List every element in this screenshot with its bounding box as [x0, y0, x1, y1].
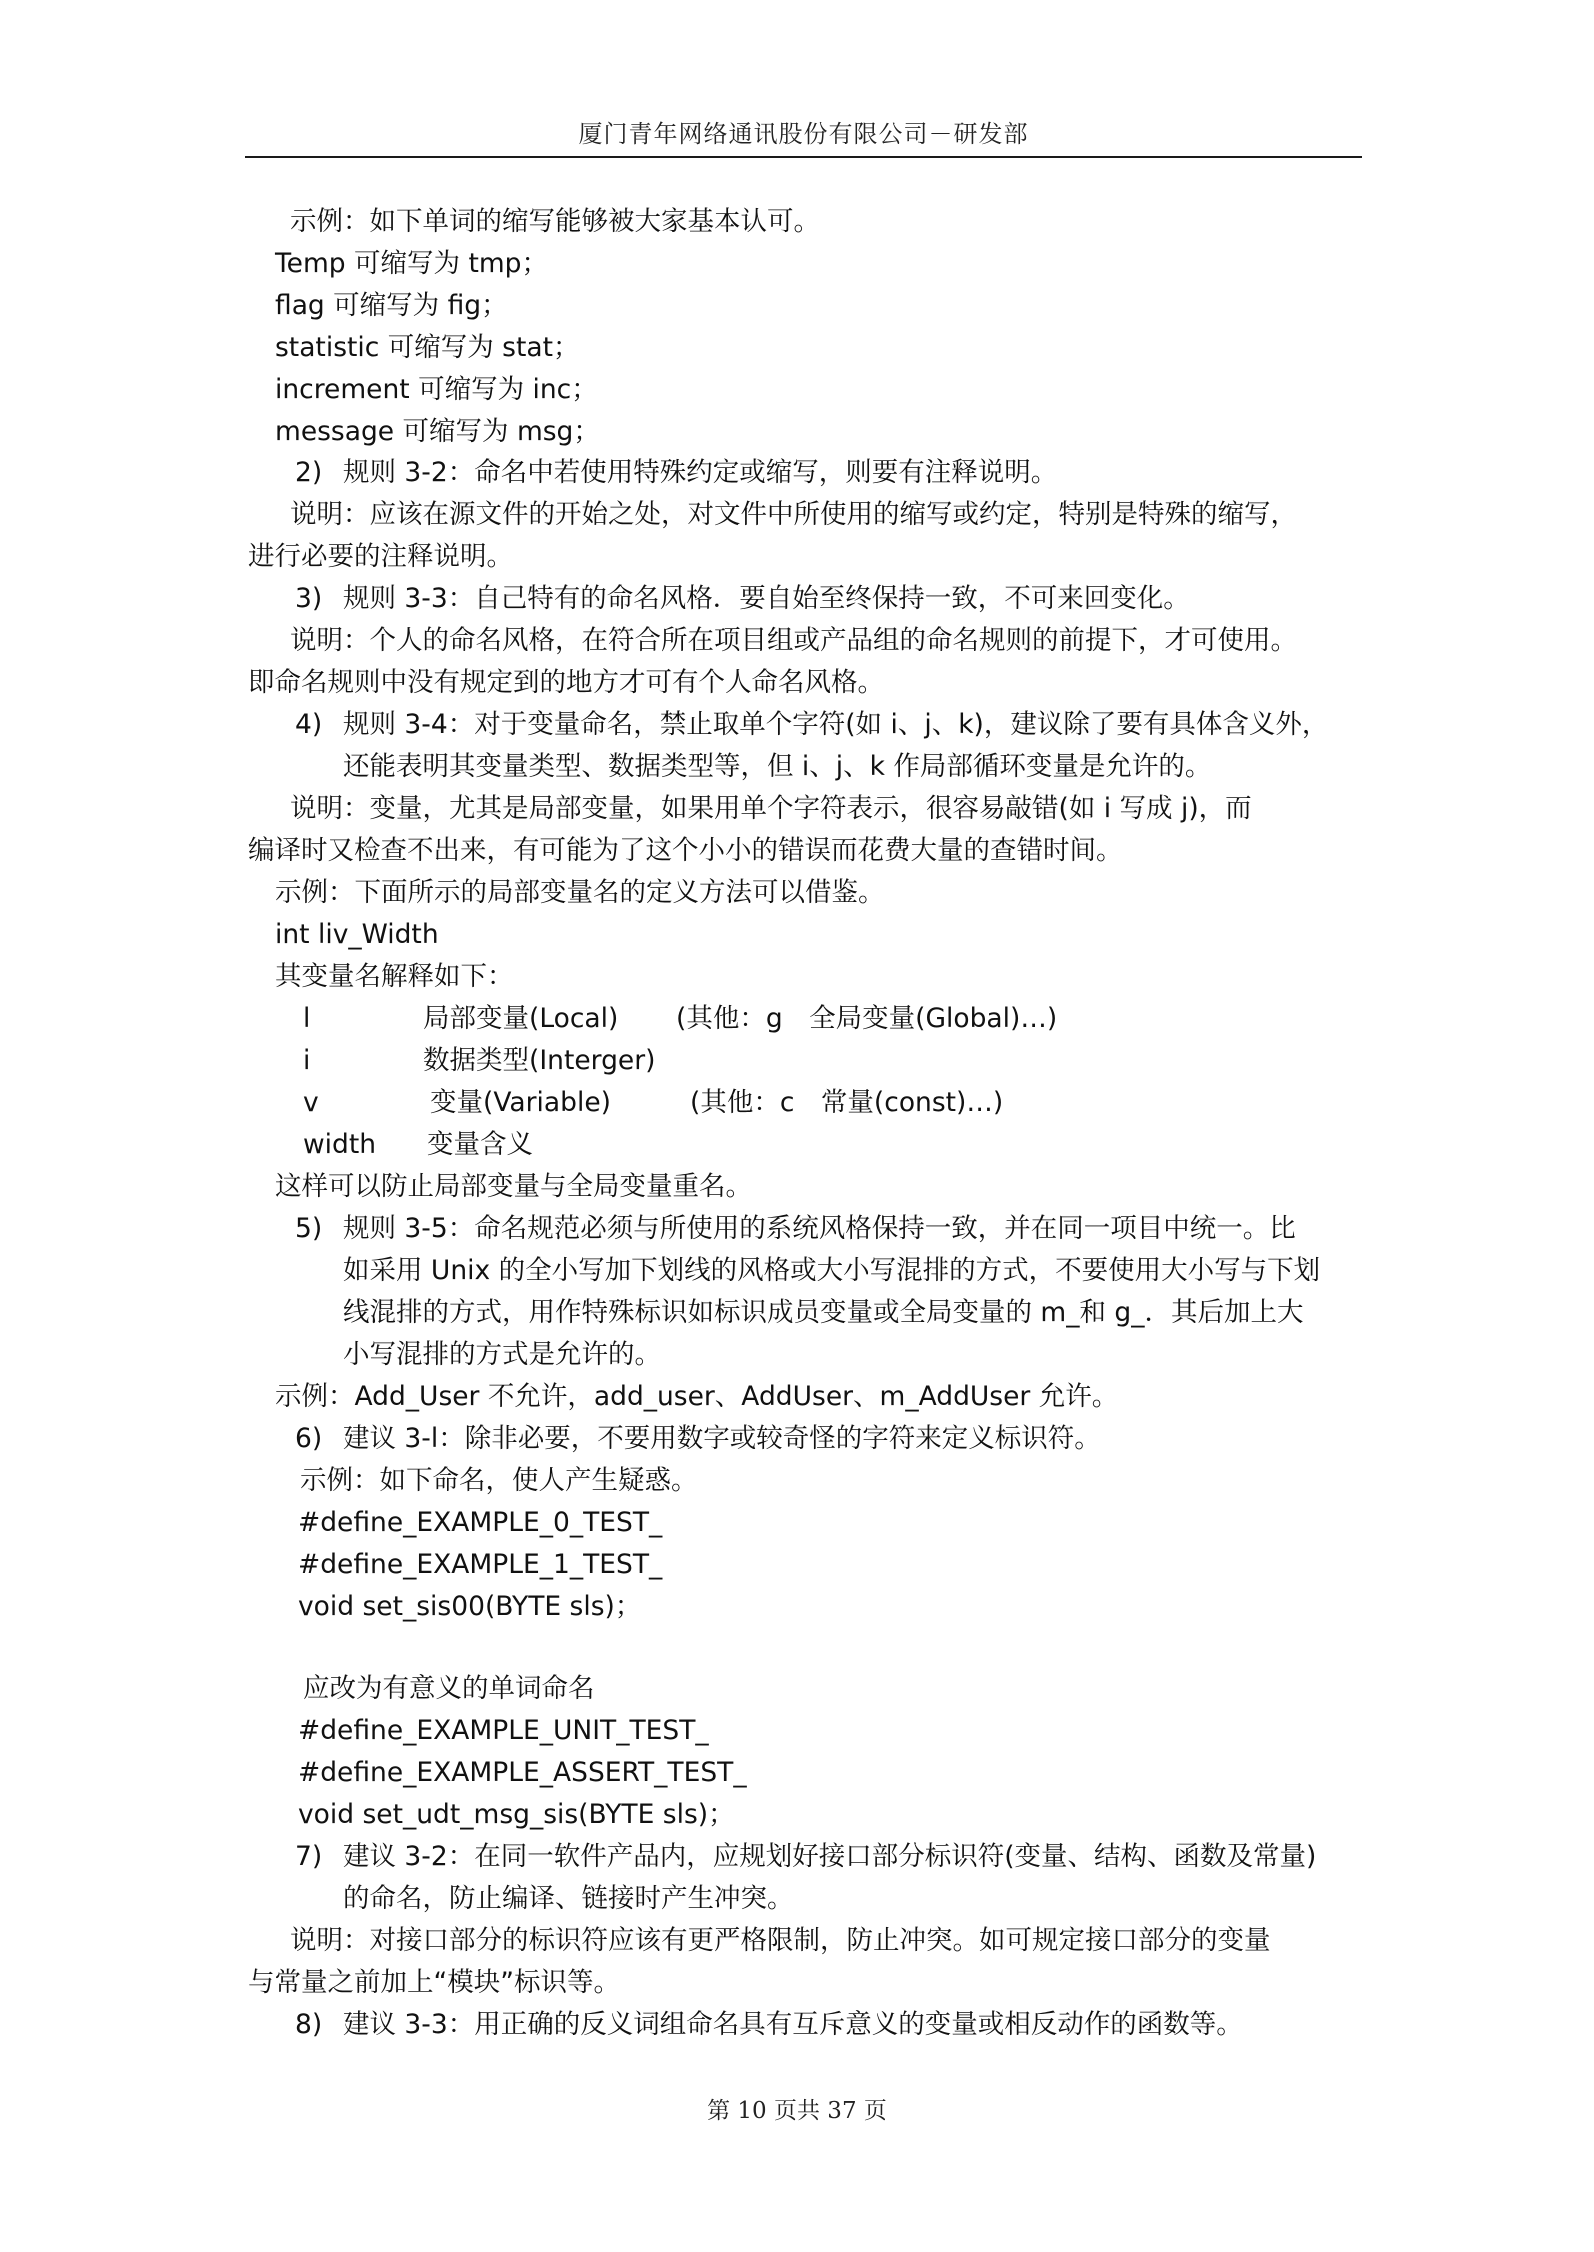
- rule-3-4-number: 4): [295, 709, 323, 740]
- sugg-3-1-code-line-3: void set_sis00(BYTE sls)；: [298, 1591, 642, 1622]
- var-v-other: (其他：c 常量(const)…): [690, 1087, 1004, 1118]
- sugg-3-2-note-line-2: 与常量之前加上“模块”标识等。: [248, 1967, 620, 1998]
- abbrev-flag: flag 可缩写为 fig；: [275, 290, 508, 321]
- abbrev-statistic: statistic 可缩写为 stat；: [275, 332, 580, 363]
- sugg-3-1-example: 示例：如下命名，使人产生疑惑。: [300, 1465, 698, 1496]
- rule-3-4-explain-intro: 其变量名解释如下：: [275, 961, 514, 992]
- var-v-key: v: [303, 1087, 319, 1118]
- rule-3-5-text-line-4: 小写混排的方式是允许的。: [343, 1339, 661, 1370]
- var-i-key: i: [303, 1045, 311, 1076]
- rule-3-2-note-line-1: 说明：应该在源文件的开始之处，对文件中所使用的缩写或约定，特别是特殊的缩写，: [290, 499, 1297, 530]
- abbrev-increment: increment 可缩写为 inc；: [275, 374, 598, 405]
- sugg-3-3-text: 建议 3-3：用正确的反义词组命名具有互斥意义的变量或相反动作的函数等。: [343, 2009, 1243, 2040]
- rule-3-5-example: 示例：Add_User 不允许，add_user、AddUser、m_AddUser 允许。: [275, 1381, 1119, 1412]
- sugg-3-3-number: 8): [295, 2009, 323, 2040]
- rule-3-4-code: int liv_Width: [275, 919, 439, 950]
- rule-3-3-note-line-2: 即命名规则中没有规定到的地方才可有个人命名风格。: [248, 667, 884, 698]
- rule-3-4-conclusion: 这样可以防止局部变量与全局变量重名。: [275, 1171, 752, 1202]
- sugg-3-1-number: 6): [295, 1423, 323, 1454]
- var-v-desc: 变量(Variable): [430, 1087, 611, 1118]
- sugg-3-2-text-line-1: 建议 3-2：在同一软件产品内，应规划好接口部分标识符(变量、结构、函数及常量): [343, 1841, 1317, 1872]
- rule-3-4-note-line-2: 编译时又检查不出来，有可能为了这个小小的错误而花费大量的查错时间。: [248, 835, 1123, 866]
- rule-3-3-text: 规则 3-3：自己特有的命名风格．要自始至终保持一致，不可来回变化。: [343, 583, 1190, 614]
- var-i-desc: 数据类型(Interger): [423, 1045, 656, 1076]
- rule-3-5-text-line-3: 线混排的方式，用作特殊标识如标识成员变量或全局变量的 m_和 g_．其后加上大: [343, 1297, 1304, 1328]
- rule-3-4-text-line-2: 还能表明其变量类型、数据类型等，但 i、j、k 作局部循环变量是允许的。: [343, 751, 1212, 782]
- abbrev-example-intro: 示例：如下单词的缩写能够被大家基本认可。: [290, 206, 820, 237]
- var-width-desc: 变量含义: [427, 1129, 533, 1160]
- sugg-3-2-number: 7): [295, 1841, 323, 1872]
- rule-3-4-text-line-1: 规则 3-4：对于变量命名，禁止取单个字符(如 i、j、k)，建议除了要有具体含义外，: [343, 709, 1329, 740]
- var-l-desc: 局部变量(Local): [423, 1003, 619, 1034]
- rule-3-3-number: 3): [295, 583, 323, 614]
- rule-3-2-note-line-2: 进行必要的注释说明。: [248, 541, 513, 572]
- sugg-3-2-text-line-2: 的命名，防止编译、链接时产生冲突。: [343, 1883, 794, 1914]
- sugg-3-1-fix-code-line-1: #define_EXAMPLE_UNIT_TEST_: [298, 1715, 709, 1746]
- sugg-3-1-code-line-2: #define_EXAMPLE_1_TEST_: [298, 1549, 663, 1580]
- var-width-key: width: [303, 1129, 377, 1160]
- rule-3-3-note-line-1: 说明：个人的命名风格，在符合所在项目组或产品组的命名规则的前提下，才可使用。: [290, 625, 1297, 656]
- rule-3-4-note-line-1: 说明：变量，尤其是局部变量，如果用单个字符表示，很容易敲错(如 i 写成 j)，而: [290, 793, 1252, 824]
- rule-3-2-text: 规则 3-2：命名中若使用特殊约定或缩写，则要有注释说明。: [343, 457, 1058, 488]
- var-l-other: (其他：g 全局变量(Global)…): [676, 1003, 1058, 1034]
- sugg-3-1-text: 建议 3-l：除非必要，不要用数字或较奇怪的字符来定义标识符。: [343, 1423, 1101, 1454]
- rule-3-5-text-line-1: 规则 3-5：命名规范必须与所使用的系统风格保持一致，并在同一项目中统一。比: [343, 1213, 1296, 1244]
- sugg-3-1-fix-code-line-3: void set_udt_msg_sis(BYTE sls)；: [298, 1799, 735, 1830]
- sugg-3-1-code-line-1: #define_EXAMPLE_0_TEST_: [298, 1507, 663, 1538]
- sugg-3-2-note-line-1: 说明：对接口部分的标识符应该有更严格限制，防止冲突。如可规定接口部分的变量: [290, 1925, 1271, 1956]
- sugg-3-1-fix-code-line-2: #define_EXAMPLE_ASSERT_TEST_: [298, 1757, 747, 1788]
- sugg-3-1-fix-intro: 应改为有意义的单词命名: [303, 1673, 595, 1704]
- rule-3-5-text-line-2: 如采用 Unix 的全小写加下划线的风格或大小写混排的方式，不要使用大小写与下划: [343, 1255, 1321, 1286]
- abbrev-temp: Temp 可缩写为 tmp；: [275, 248, 548, 279]
- abbrev-message: message 可缩写为 msg；: [275, 416, 600, 447]
- rule-3-2-number: 2): [295, 457, 323, 488]
- rule-3-5-number: 5): [295, 1213, 323, 1244]
- var-l-key: l: [303, 1003, 311, 1034]
- header-company-name: 厦门青年网络通讯股份有限公司－研发部: [578, 120, 1029, 148]
- rule-3-4-example: 示例：下面所示的局部变量名的定义方法可以借鉴。: [275, 877, 885, 908]
- page-footer-page-number: 第 10 页共 37 页: [707, 2098, 887, 2124]
